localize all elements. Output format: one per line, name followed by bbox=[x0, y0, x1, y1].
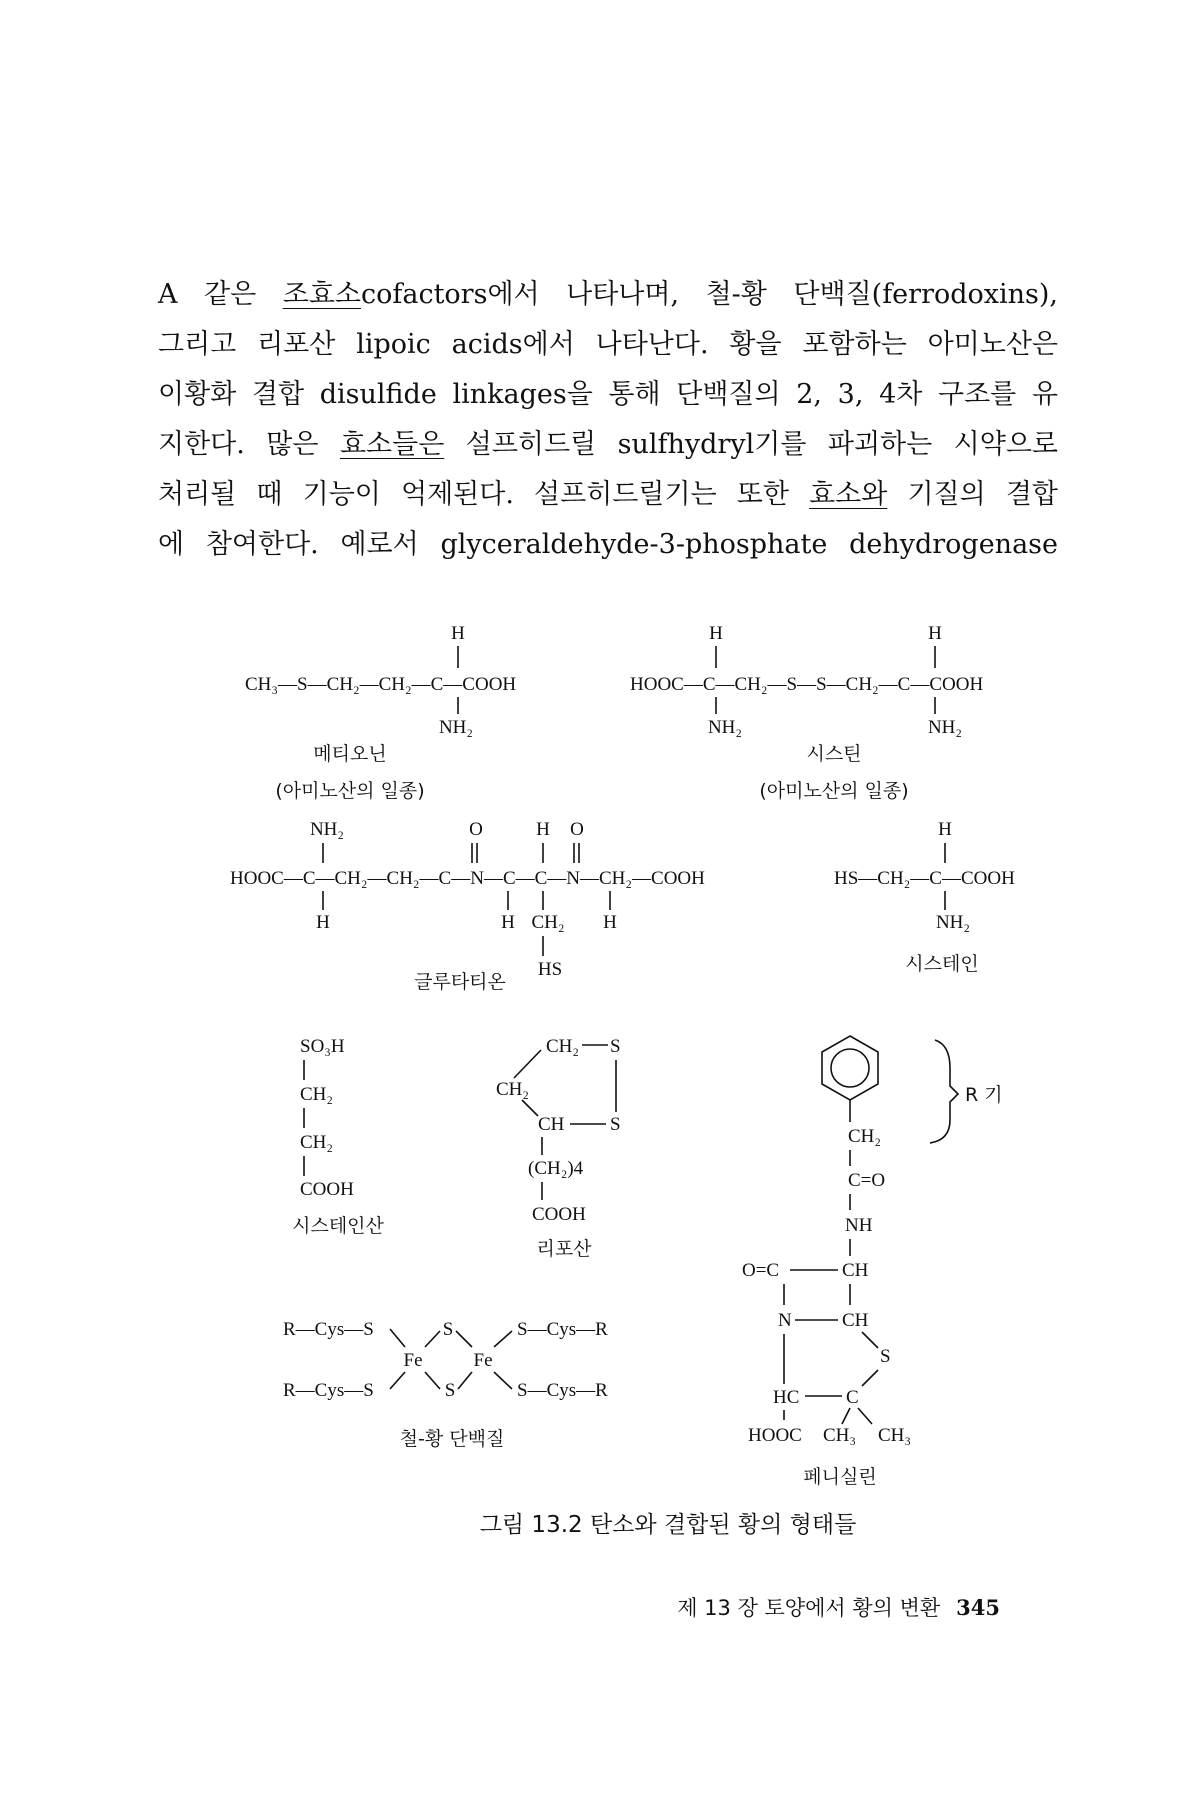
cysteic-acid-name: 시스테인산 bbox=[292, 1215, 384, 1237]
lipoic-cooh: COOH bbox=[532, 1204, 586, 1225]
penicillin-ch2: CH₂ bbox=[848, 1126, 882, 1147]
cystine-h2: H bbox=[928, 623, 942, 644]
cysteic-cooh: COOH bbox=[300, 1179, 354, 1200]
penicillin-ch3b: CH₃ bbox=[878, 1425, 912, 1446]
penicillin-ch3a: CH₃ bbox=[823, 1425, 857, 1446]
penicillin-hooc: HOOC bbox=[748, 1425, 802, 1446]
penicillin-o-c: O=C bbox=[742, 1260, 780, 1281]
cysteine-structure bbox=[834, 819, 1015, 975]
cysteic-acid-structure bbox=[292, 1036, 384, 1237]
penicillin-name: 페니실린 bbox=[803, 1466, 877, 1488]
glutathione-ch2: CH₂ bbox=[531, 912, 565, 933]
cystine-nh2-2: NH₂ bbox=[927, 717, 963, 738]
penicillin-structure bbox=[742, 1036, 1003, 1488]
cysteine-h: H bbox=[938, 819, 952, 840]
cysteine-nh2: NH₂ bbox=[935, 912, 971, 933]
paragraph-line: 그리고 리포산 lipoic acids에서 나타난다. 황을 포함하는 아미노산은 bbox=[158, 329, 1058, 360]
cystine-h1: H bbox=[709, 623, 723, 644]
methionine-h: H bbox=[451, 623, 465, 644]
penicillin-co: C=O bbox=[848, 1170, 886, 1191]
underlined-term: 효소와 bbox=[809, 479, 888, 510]
fes-r1: R—Cys—S bbox=[283, 1319, 374, 1340]
penicillin-nh: NH bbox=[845, 1215, 873, 1236]
cysteine-name: 시스테인 bbox=[905, 953, 979, 975]
page-footer bbox=[530, 1592, 1000, 1622]
methionine-nh2: NH₂ bbox=[438, 717, 474, 738]
glutathione-hs: HS bbox=[537, 959, 563, 980]
lipoic-ch: CH bbox=[538, 1114, 565, 1135]
paragraph-line: A 같은 조효소cofactors에서 나타나며, 철-황 단백질(ferrodoxins), bbox=[158, 279, 1058, 310]
glutathione-structure bbox=[230, 819, 705, 993]
page-number: 345 bbox=[956, 1595, 1000, 1620]
cystine-formula: HOOC—C—CH₂—S—S—CH₂—C—COOH bbox=[630, 674, 984, 695]
glutathione-h-top: H bbox=[536, 819, 550, 840]
glutathione-o1: O bbox=[469, 819, 483, 840]
penicillin-ch-b: CH bbox=[842, 1310, 869, 1331]
chapter-title: 제 13 장 토양에서 황의 변환 bbox=[677, 1596, 941, 1620]
lipoic-acid-structure bbox=[496, 1036, 621, 1260]
fes-r3: S—Cys—R bbox=[517, 1319, 608, 1340]
glutathione-formula: HOOC—C—CH₂—CH₂—C—N—C—C—N—CH₂—COOH bbox=[230, 868, 705, 889]
cystine-note: (아미노산의 일종) bbox=[759, 780, 909, 802]
cysteine-formula: HS—CH₂—C—COOH bbox=[834, 868, 1015, 889]
r-group-brace bbox=[930, 1040, 958, 1143]
glutathione-h1: H bbox=[316, 912, 330, 933]
lipoic-s-top: S bbox=[610, 1036, 621, 1057]
lipoic-s-bottom: S bbox=[610, 1114, 621, 1135]
glutathione-name: 글루타티온 bbox=[414, 971, 506, 993]
iron-sulfur-structure bbox=[283, 1319, 608, 1450]
cystine-structure bbox=[630, 623, 983, 802]
underlined-term: 효소들은 bbox=[339, 429, 445, 460]
lipoic-ch2-top: CH₂ bbox=[546, 1036, 580, 1057]
cystine-name: 시스틴 bbox=[806, 743, 862, 765]
methionine-formula: CH₃—S—CH₂—CH₂—C—COOH bbox=[245, 674, 517, 695]
benzene-ring-inner bbox=[831, 1049, 869, 1087]
paragraph-line: 이황화 결합 disulfide linkages을 통해 단백질의 2, 3, 4차 구조를 유 bbox=[158, 379, 1058, 410]
cysteic-ch2a: CH₂ bbox=[300, 1084, 334, 1105]
iron-sulfur-name: 철-황 단백질 bbox=[399, 1428, 505, 1450]
figure-caption: 그림 13.2 탄소와 결합된 황의 형태들 bbox=[479, 1512, 857, 1538]
glutathione-o2: O bbox=[570, 819, 584, 840]
fes-fe1: Fe bbox=[403, 1350, 423, 1371]
fes-r2: R—Cys—S bbox=[283, 1380, 374, 1401]
fes-s-top: S bbox=[442, 1319, 454, 1340]
paragraph-line: 에 참여한다. 예로서 glyceraldehyde-3-phosphate dehydrogenase bbox=[158, 529, 1058, 560]
paragraph-line: 지한다. 많은 효소들은 설프히드릴 sulfhydryl기를 파괴하는 시약으로 bbox=[158, 429, 1058, 460]
penicillin-ch-a: CH bbox=[842, 1260, 869, 1281]
cysteic-so3h: SO₃H bbox=[300, 1036, 345, 1057]
penicillin-r-group: R 기 bbox=[965, 1084, 1003, 1106]
cysteic-ch2b: CH₂ bbox=[300, 1132, 334, 1153]
methionine-structure bbox=[245, 623, 516, 802]
methionine-note: (아미노산의 일종) bbox=[275, 780, 425, 802]
paragraph-line: 처리될 때 기능이 억제된다. 설프히드릴기는 또한 효소와 기질의 결합 bbox=[158, 479, 1059, 510]
fes-fe2: Fe bbox=[473, 1350, 493, 1371]
fes-r4: S—Cys—R bbox=[517, 1380, 608, 1401]
penicillin-s: S bbox=[880, 1346, 891, 1367]
penicillin-c: C bbox=[846, 1387, 859, 1408]
lipoic-ch2-left: CH₂ bbox=[496, 1079, 530, 1100]
penicillin-n: N bbox=[778, 1310, 792, 1331]
underlined-term: 조효소 bbox=[282, 279, 361, 310]
fes-s-bottom: S bbox=[444, 1380, 456, 1401]
lipoic-acid-name: 리포산 bbox=[536, 1238, 592, 1260]
glutathione-h3: H bbox=[603, 912, 617, 933]
glutathione-h2: H bbox=[501, 912, 515, 933]
glutathione-nh2: NH₂ bbox=[309, 819, 345, 840]
penicillin-hc: HC bbox=[773, 1387, 800, 1408]
lipoic-chain: (CH₂)4 bbox=[528, 1158, 584, 1179]
cystine-nh2-1: NH₂ bbox=[707, 717, 743, 738]
methionine-name: 메티오닌 bbox=[313, 743, 387, 765]
